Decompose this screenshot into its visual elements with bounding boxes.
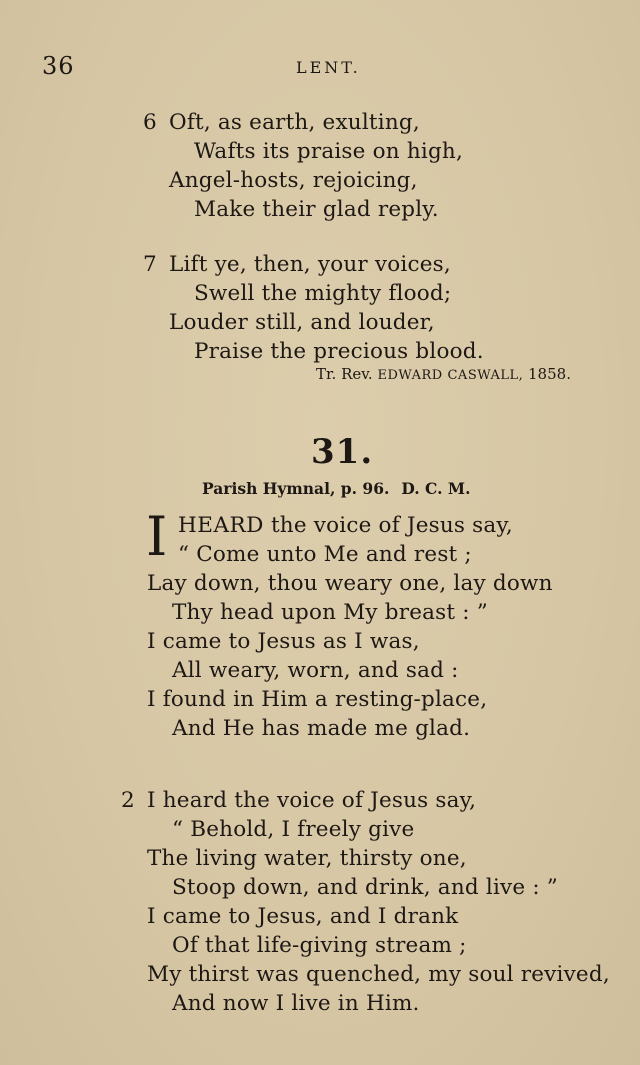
verse-6-line-2: Wafts its praise on high, <box>194 139 464 164</box>
verse-1-line-2: “ Come unto Me and rest ; <box>178 542 472 567</box>
page-number: 36 <box>42 52 75 80</box>
verse-2-line-5: I came to Jesus, and I drank <box>147 904 459 929</box>
verse-1-line-5: I came to Jesus as I was, <box>147 629 420 654</box>
hymnal-source: Parish Hymnal, p. 96. <box>202 479 390 498</box>
verse-number-7: 7 <box>143 252 157 277</box>
verse-1-line-8: And He has made me glad. <box>172 716 471 741</box>
verse-7-line-2: Swell the mighty flood; <box>194 281 452 306</box>
verse-2-line-3: The living water, thirsty one, <box>147 846 467 871</box>
first-word-caps: HEARD <box>178 513 264 538</box>
verse-6-line-3: Angel-hosts, rejoicing, <box>169 168 418 193</box>
running-head: LENT. <box>296 58 361 77</box>
verse-2-line-6: Of that life-giving stream ; <box>172 933 467 958</box>
verse-1-line-1 <box>178 511 513 540</box>
hymn-number: 31. <box>311 432 374 472</box>
attribution-prefix: Tr. Rev. <box>316 365 378 383</box>
verse-number-2: 2 <box>121 788 135 813</box>
attribution-first-name: EDWARD <box>377 368 443 383</box>
verse-1-line-6: All weary, worn, and sad : <box>172 658 459 683</box>
first-line-rest: the voice of Jesus say, <box>263 513 513 538</box>
verse-2-line-4: Stoop down, and drink, and live : ” <box>172 875 558 900</box>
tune-info <box>202 479 470 498</box>
verse-7-line-3: Louder still, and louder, <box>169 310 435 335</box>
verse-1-line-3: Lay down, thou weary one, lay down <box>147 571 553 596</box>
verse-2-line-7: My thirst was quenched, my soul revived, <box>147 962 610 987</box>
translator-attribution <box>316 365 571 383</box>
verse-7-line-4: Praise the precious blood. <box>194 339 484 364</box>
verse-1-line-7: I found in Him a resting-place, <box>147 687 488 712</box>
verse-1-line-4: Thy head upon My breast : ” <box>172 600 488 625</box>
verse-7-line-1: Lift ye, then, your voices, <box>169 252 451 277</box>
verse-6-line-1: Oft, as earth, exulting, <box>169 110 420 135</box>
verse-2-line-8: And now I live in Him. <box>172 991 420 1016</box>
verse-number-6: 6 <box>143 110 157 135</box>
attribution-last-name: CASWALL, <box>447 368 524 383</box>
drop-cap: I <box>146 505 168 568</box>
attribution-year: 1858. <box>528 365 571 383</box>
verse-2-line-1: I heard the voice of Jesus say, <box>147 788 477 813</box>
verse-2-line-2: “ Behold, I freely give <box>172 817 415 842</box>
verse-6-line-4: Make their glad reply. <box>194 197 439 222</box>
hymn-meter: D. C. M. <box>401 479 471 498</box>
